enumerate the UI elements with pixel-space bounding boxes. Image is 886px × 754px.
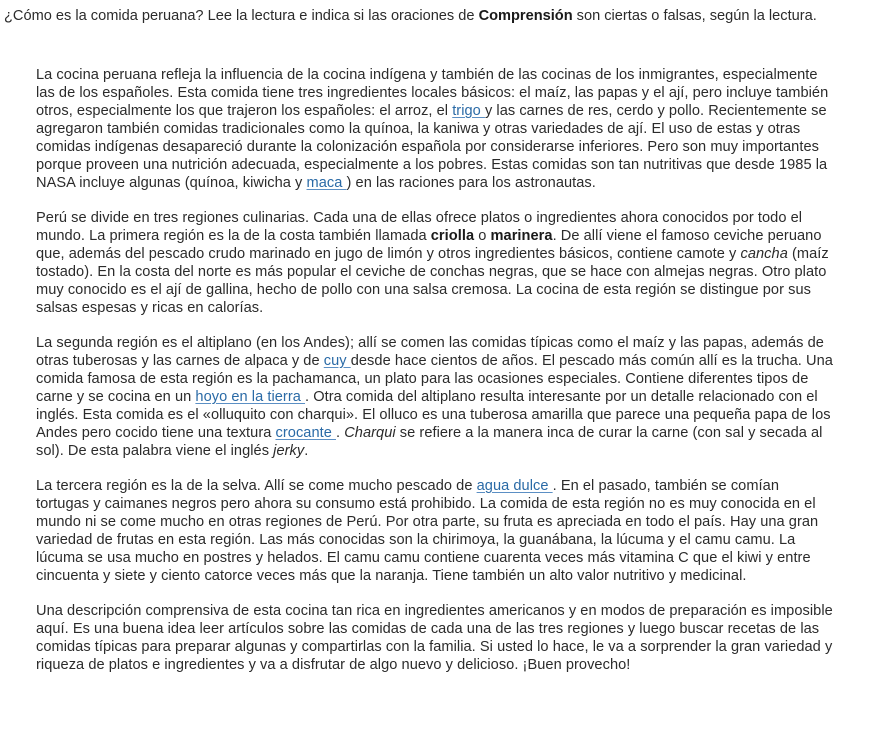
link-cuy[interactable]: cuy [323, 353, 351, 369]
paragraph-intro [36, 66, 836, 192]
reading-passage [36, 66, 836, 691]
paragraph-selva [36, 477, 836, 585]
link-maca[interactable]: maca [306, 175, 347, 191]
term-criolla: criolla [430, 228, 475, 244]
p1-text-3: ) en las raciones para los astronautas. [346, 175, 596, 191]
p4-text-1: La tercera región es la de la selva. Allí se come mucho pescado de [36, 478, 477, 494]
paragraph-conclusion [36, 602, 836, 674]
term-charqui: Charqui [344, 425, 396, 441]
link-crocante[interactable]: crocante [275, 425, 336, 441]
p3-text-4: . [336, 425, 345, 441]
p2-text-1: Perú se divide en tres regiones culinarias. Cada una de ellas ofrece platos o ingredientes ahora conocidos por todo el mundo. La primera región es la de la costa también llamada [36, 210, 803, 244]
instruction-lead: ¿Cómo es la comida peruana? Lee la lectura e indica si las oraciones de [4, 8, 479, 24]
link-trigo[interactable]: trigo [452, 103, 485, 119]
instruction-tail: son ciertas o falsas, según la lectura. [572, 8, 817, 24]
term-cancha: cancha [740, 246, 788, 262]
p3-text-1: La segunda región es el altiplano (en los Andes); allí se comen las comidas típicas como el maíz y las papas, además de otras tuberosas y las carnes de alpaca y de [36, 335, 824, 369]
p1-text-1: La cocina peruana refleja la influencia de la cocina indígena y también de las cocinas de los inmigrantes, especialmente las de los españoles. Esta comida tiene tres ingredientes locales básicos: el maíz, las papas y el ají, pero incluye también otros, especialmente los que trajeron los españoles: el arroz, el [36, 67, 829, 119]
instruction-text [4, 7, 884, 25]
p2-text-3: . De allí viene el famoso ceviche peruano que, además del pescado crudo marinado en jugo de limón y otros ingredientes básicos, contiene camote y [36, 228, 822, 262]
paragraph-costa [36, 209, 836, 317]
instruction-bold-comprension: Comprensión [478, 8, 573, 24]
term-jerky: jerky [273, 443, 305, 459]
link-agua-dulce[interactable]: agua dulce [476, 478, 553, 494]
link-hoyo-en-la-tierra[interactable]: hoyo en la tierra [195, 389, 306, 405]
p5-text-1: Una descripción comprensiva de esta cocina tan rica en ingredientes americanos y en modos de preparación es imposible aquí. Es una buena idea leer artículos sobre las comidas de cada una de las tres regiones y luego buscar recetas de las comidas típicas para preparar algunas y compartirlas con la familia. Si usted lo hace, le va a sorprender la gran variedad y riqueza de platos e ingredientes y va a disfrutar de algo nuevo y delicioso. ¡Buen provecho! [36, 603, 833, 673]
p3-text-5: se refiere a la manera inca de curar la carne (con sal y secada al sol). De esta palabra viene el inglés [36, 425, 823, 459]
p2-text-4: (maíz tostado). En la costa del norte es más popular el ceviche de conchas negras, que se hace con almejas negras. Otro plato muy conocido es el ají de gallina, hecho de pollo con una salsa cremosa. La cocina de esta región se distingue por sus salsas espesas y ricas en calorías. [36, 246, 829, 316]
p3-text-3: . Otra comida del altiplano resulta interesante por un detalle relacionado con el inglés. Esta comida es el «olluquito con charqui». El olluco es una tuberosa amarilla que parece una pequeña papa de los Andes pero cocido tiene una textura [36, 389, 831, 441]
p3-text-2: desde hace cientos de años. El pescado más común allí es la trucha. Una comida famosa de esta región es la pachamanca, un plato para las ocasiones especiales. Contiene diferentes tipos de carne y se cocina en un [36, 353, 833, 405]
p3-text-6: . [304, 443, 309, 459]
term-marinera: marinera [490, 228, 553, 244]
p4-text-2: . En el pasado, también se comían tortugas y caimanes negros pero ahora su consumo está prohibido. La comida de esta región no es muy conocida en el mundo ni se come mucho en otras regiones de Perú. Por otra parte, su fruta es apreciada en todo el país. Hay una gran variedad de frutas en esta región. Las más conocidas son la chirimoya, la guanábana, la lúcuma y el camu camu. La lúcuma se usa mucho en postres y helados. El camu camu contiene cuarenta veces más vitamina C que el kiwi y entre cincuenta y siete y ciento catorce veces más que la naranja. Tiene también un alto valor nutritivo y medicinal. [36, 478, 819, 584]
paragraph-altiplano [36, 334, 836, 460]
p1-text-2: y las carnes de res, cerdo y pollo. Recientemente se agregaron también comidas tradicionales como la quínoa, la kaniwa y otras variedades de ají. El uso de estas y otras comidas indígenas desapareció durante la colonización española por considerarse inferiores. Pero son muy importantes porque proveen una nutrición adecuada, especialmente a los pobres. Estas comidas son tan nutritivas que desde 1985 la NASA incluye algunas (quínoa, kiwicha y [36, 103, 828, 191]
p2-text-2: o [474, 228, 491, 244]
